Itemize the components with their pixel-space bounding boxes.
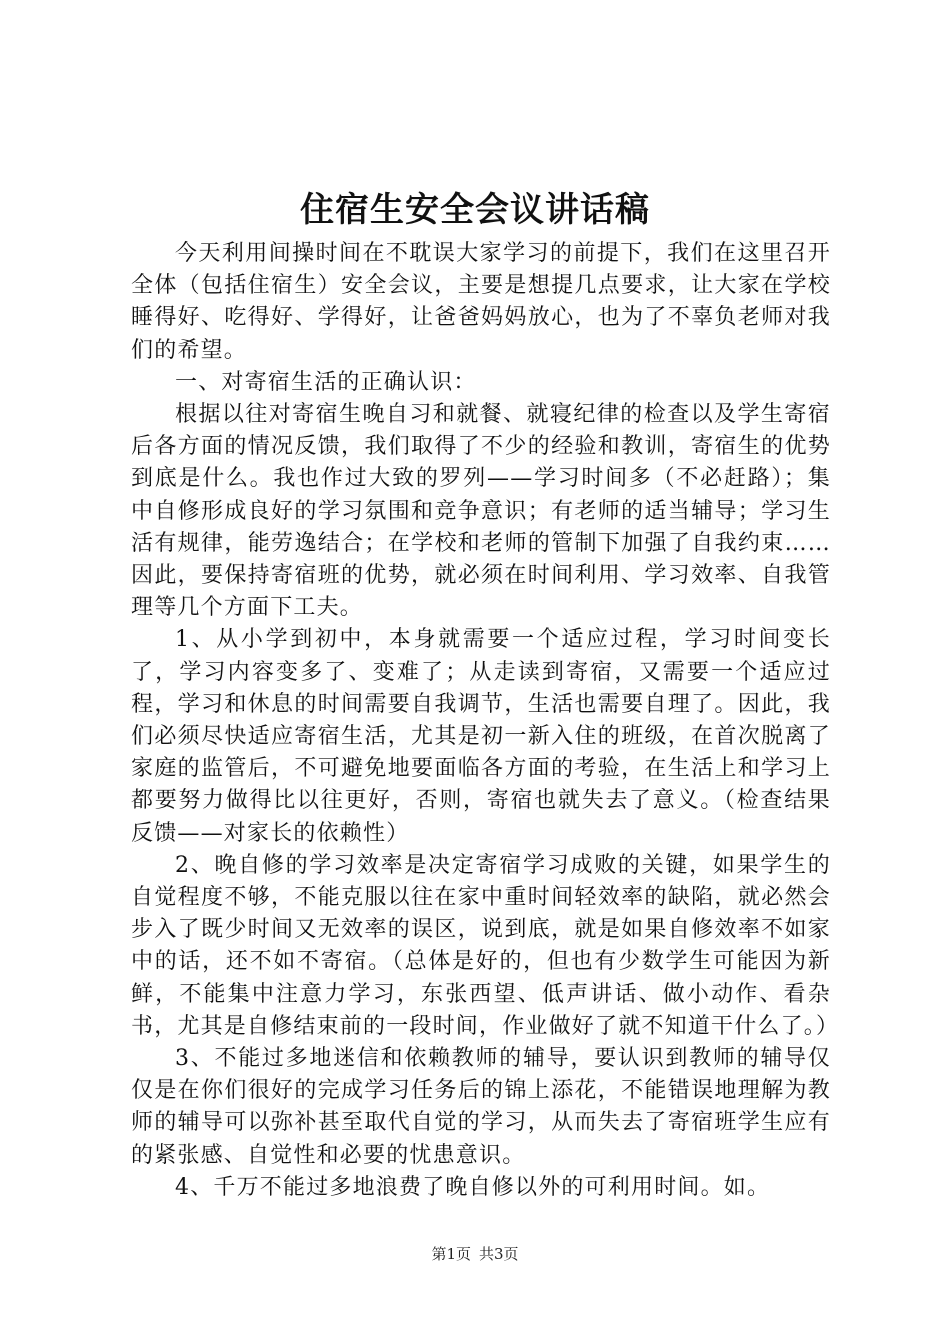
page-number: 第1页 [431, 1245, 471, 1263]
paragraph-advantages: 根据以往对寄宿生晚自习和就餐、就寝纪律的检查以及学生寄宿后各方面的情况反馈，我们取得了不少的经验和教训，寄宿生的优势到底是什么。我也作过大致的罗列——学习时间多（不必赶路）；集中自修形成良好的学习氛围和竞争意识；有老师的适当辅导；学习生活有规律，能劳逸结合；在学校和老师的管制下加强了自我约束……因此，要保持寄宿班的优势，就必须在时间利用、学习效率、自我管理等几个方面下工夫。 [131, 402, 831, 621]
section-heading-1: 一、对寄宿生活的正确认识： [175, 369, 477, 395]
document-title: 住宿生安全会议讲话稿 [300, 190, 650, 230]
page-footer [0, 1244, 950, 1264]
paragraph-point-1: 1、从小学到初中，本身就需要一个适应过程，学习时间变长了，学习内容变多了、变难了；从走读到寄宿，又需要一个适应过程，学习和休息的时间需要自我调节，生活也需要自理了。因此，我们必须尽快适应寄宿生活，尤其是初一新入住的班级，在首次脱离了家庭的监管后，不可避免地要面临各方面的考验，在生活上和学习上都要努力做得比以往更好，否则，寄宿也就失去了意义。（检查结果反馈——对家长的依赖性） [131, 627, 831, 846]
paragraph-intro: 今天利用间操时间在不耽误大家学习的前提下，我们在这里召开全体（包括住宿生）安全会议，主要是想提几点要求，让大家在学校睡得好、吃得好、学得好，让爸爸妈妈放心，也为了不辜负老师对我们的希望。 [131, 241, 831, 363]
paragraph-point-2: 2、晚自修的学习效率是决定寄宿学习成败的关键，如果学生的自觉程度不够，不能克服以往在家中重时间轻效率的缺陷，就必然会步入了既少时间又无效率的误区，说到底，就是如果自修效率不如家中的话，还不如不寄宿。（总体是好的，但也有少数学生可能因为新鲜，不能集中注意力学习，东张西望、低声讲话、做小动作、看杂书，尤其是自修结束前的一段时间，作业做好了就不知道干什么了。） [131, 852, 840, 1039]
page-total: 共3页 [479, 1245, 519, 1263]
paragraph-point-4: 4、千万不能过多地浪费了晚自修以外的可利用时间。如。 [175, 1174, 771, 1200]
document-body [131, 238, 840, 1204]
paragraph-point-3: 3、不能过多地迷信和依赖教师的辅导，要认识到教师的辅导仅仅是在你们很好的完成学习任务后的锦上添花，不能错误地理解为教师的辅导可以弥补甚至取代自觉的学习，从而失去了寄宿班学生应有的紧张感、自觉性和必要的忧患意识。 [131, 1046, 831, 1168]
